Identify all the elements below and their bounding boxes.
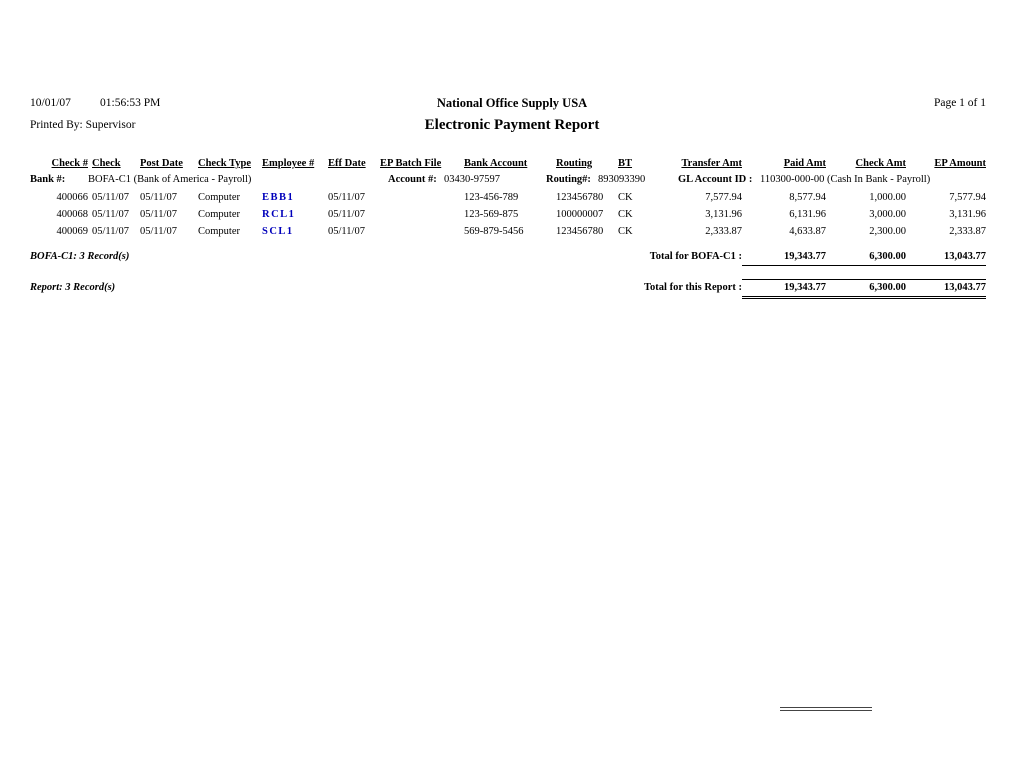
col-header-routing: Routing: [556, 158, 593, 169]
report-header-line1: [0, 97, 1024, 112]
cell-check-no: 400068: [56, 209, 88, 220]
cell-eff-date: 05/11/07: [328, 209, 365, 220]
col-header-transfer-amt: Transfer Amt: [681, 158, 742, 169]
routing-number-value: 893093390: [598, 174, 646, 185]
cell-bt: CK: [618, 226, 633, 237]
cell-paid-amt: 4,633.87: [789, 226, 826, 237]
report-total-ep-amount: 13,043.77: [906, 279, 986, 299]
cell-check-no: 400066: [56, 192, 88, 203]
cell-check-type: Computer: [198, 192, 240, 203]
col-header-employee-no: Employee #: [262, 158, 315, 169]
table-row: [30, 224, 988, 241]
cell-check-date: 05/11/07: [92, 226, 129, 237]
cell-routing: 100000007: [556, 209, 604, 220]
cell-ep-amount: 2,333.87: [949, 226, 986, 237]
cell-post-date: 05/11/07: [140, 192, 177, 203]
cell-bank-account: 569-879-5456: [464, 226, 524, 237]
cell-routing: 123456780: [556, 226, 604, 237]
page-number: Page 1 of 1: [933, 97, 986, 109]
col-header-bank-account: Bank Account: [464, 158, 528, 169]
cell-check-amt: 3,000.00: [869, 209, 906, 220]
col-header-ep-amount: EP Amount: [934, 158, 986, 169]
cell-post-date: 05/11/07: [140, 226, 177, 237]
bank-total-ep-amount: 13,043.77: [906, 249, 986, 266]
cell-check-no: 400069: [56, 226, 88, 237]
account-number-label: Account #:: [388, 174, 437, 185]
cell-check-amt: 2,300.00: [869, 226, 906, 237]
cell-transfer-amt: 7,577.94: [705, 192, 742, 203]
employee-number-link[interactable]: EBB1: [262, 192, 295, 203]
cell-paid-amt: 6,131.96: [789, 209, 826, 220]
report-title: Electronic Payment Report: [424, 117, 600, 133]
report-record-count: Report: 3 Record(s): [30, 282, 116, 293]
bank-record-count: BOFA-C1: 3 Record(s): [30, 251, 130, 262]
bank-total-check-amt: 6,300.00: [826, 249, 906, 266]
cell-eff-date: 05/11/07: [328, 226, 365, 237]
cell-routing: 123456780: [556, 192, 604, 203]
col-header-post-date: Post Date: [140, 158, 183, 169]
print-date: 10/01/07: [30, 97, 71, 109]
bank-info-row: [30, 174, 988, 190]
bank-number-label: Bank #:: [30, 174, 66, 185]
table-row: [30, 207, 988, 224]
col-header-check-type: Check Type: [198, 158, 251, 169]
cell-check-date: 05/11/07: [92, 192, 129, 203]
cell-post-date: 05/11/07: [140, 209, 177, 220]
report-table: [30, 156, 988, 299]
account-number-value: 03430-97597: [444, 174, 500, 185]
cell-bank-account: 123-569-875: [464, 209, 519, 220]
bank-total-paid-amt: 19,343.77: [742, 249, 826, 266]
cell-paid-amt: 8,577.94: [789, 192, 826, 203]
cell-bt: CK: [618, 209, 633, 220]
col-header-check-amt: Check Amt: [855, 158, 906, 169]
col-header-check-no: Check #: [51, 158, 88, 169]
col-header-bt: BT: [618, 158, 633, 169]
col-header-paid-amt: Paid Amt: [783, 158, 826, 169]
routing-number-label: Routing#:: [546, 174, 591, 185]
report-total-row: [30, 279, 988, 299]
report-header-line2: [0, 117, 1024, 135]
cell-check-type: Computer: [198, 226, 240, 237]
print-time: 01:56:53 PM: [100, 97, 161, 109]
report-total-paid-amt: 19,343.77: [742, 279, 826, 299]
printed-by: Printed By: Supervisor: [30, 119, 136, 131]
bank-number-value: BOFA-C1 (Bank of America - Payroll): [88, 174, 252, 185]
cell-ep-amount: 3,131.96: [949, 209, 986, 220]
company-name: National Office Supply USA: [436, 96, 588, 110]
employee-number-link[interactable]: RCL1: [262, 209, 296, 220]
bank-total-label: Total for BOFA-C1 :: [649, 251, 742, 262]
col-header-eff-date: Eff Date: [328, 158, 366, 169]
table-row: [30, 190, 988, 207]
cell-bank-account: 123-456-789: [464, 192, 519, 203]
cell-check-date: 05/11/07: [92, 209, 129, 220]
cell-eff-date: 05/11/07: [328, 192, 365, 203]
gl-account-label: GL Account ID :: [678, 174, 753, 185]
cell-bt: CK: [618, 192, 633, 203]
cell-check-type: Computer: [198, 209, 240, 220]
col-header-ep-batch-file: EP Batch File: [380, 158, 442, 169]
cell-check-amt: 1,000.00: [869, 192, 906, 203]
cell-transfer-amt: 2,333.87: [705, 226, 742, 237]
cell-transfer-amt: 3,131.96: [705, 209, 742, 220]
gl-account-value: 110300-000-00 (Cash In Bank - Payroll): [760, 174, 931, 185]
footer-double-rule: [780, 707, 872, 711]
bank-subtotal-row: [30, 249, 988, 266]
report-total-check-amt: 6,300.00: [826, 279, 906, 299]
table-header-row: [30, 156, 988, 173]
col-header-check-date: Check: [92, 158, 121, 169]
report-total-label: Total for this Report :: [644, 282, 742, 293]
cell-ep-amount: 7,577.94: [949, 192, 986, 203]
employee-number-link[interactable]: SCL1: [262, 226, 294, 237]
